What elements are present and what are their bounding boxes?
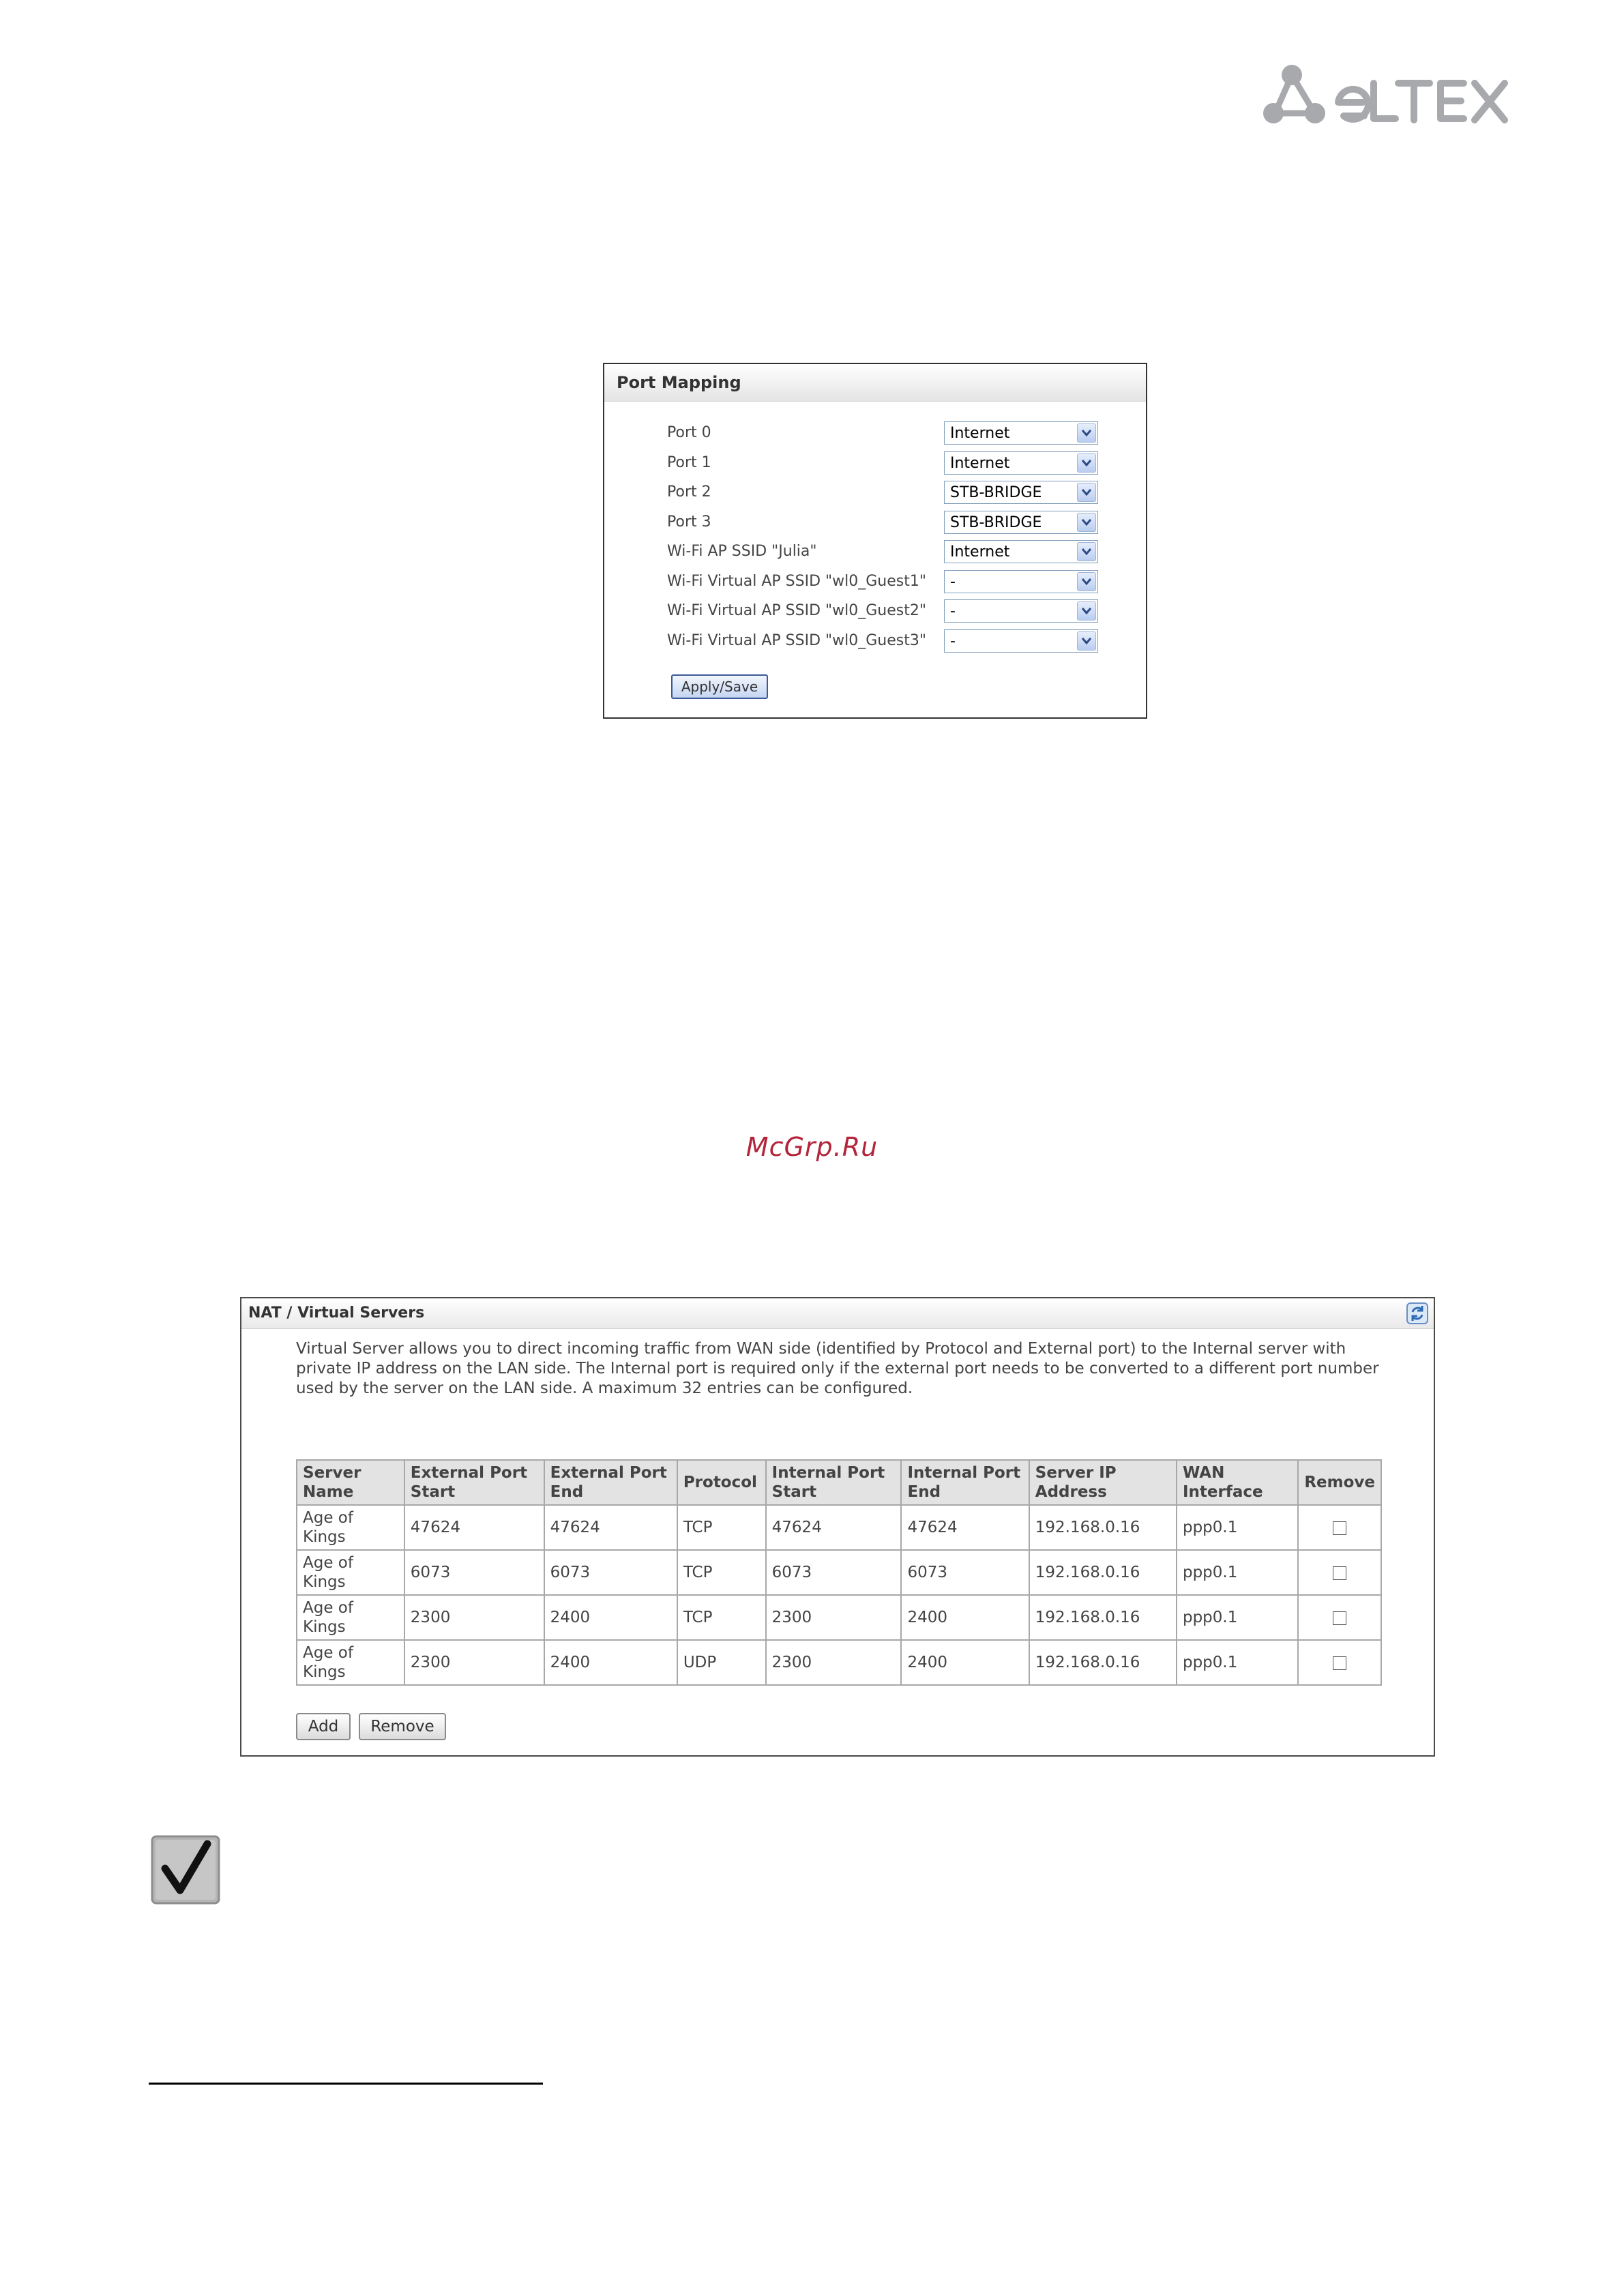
port-select[interactable] [944,511,1098,534]
remove-checkbox[interactable] [1333,1611,1346,1625]
select-value: - [950,603,956,620]
remove-cell [1298,1595,1381,1640]
port-label: Wi-Fi Virtual AP SSID "wl0_Guest2" [667,602,926,619]
wan-interface-cell: ppp0.1 [1177,1505,1298,1550]
port-label: Wi-Fi AP SSID "Julia" [667,543,817,560]
external-port-start-cell: 47624 [404,1505,544,1550]
port-mapping-row [667,450,1146,480]
wan-interface-cell: ppp0.1 [1177,1640,1298,1685]
port-select[interactable] [944,540,1098,563]
select-value: STB-BRIDGE [950,484,1042,501]
eltex-logo [1262,63,1514,125]
column-header: Protocol [677,1460,766,1505]
table-row [297,1595,1381,1640]
protocol-cell: UDP [677,1640,766,1685]
port-mapping-title: Port Mapping [604,364,1146,402]
select-value: STB-BRIDGE [950,513,1042,531]
column-header: Server IP Address [1029,1460,1177,1505]
column-header: WAN Interface [1177,1460,1298,1505]
external-port-start-cell: 2300 [404,1595,544,1640]
server-name-cell: Age of Kings [297,1505,404,1550]
port-select[interactable] [944,629,1098,653]
external-port-end-cell: 2400 [544,1640,677,1685]
column-header: External Port End [544,1460,677,1505]
select-value: - [950,632,956,650]
column-header: Internal Port Start [766,1460,902,1505]
remove-checkbox[interactable] [1333,1656,1346,1670]
port-label: Port 2 [667,483,711,501]
port-mapping-row [667,420,1146,450]
column-header: Server Name [297,1460,404,1505]
wan-interface-cell: ppp0.1 [1177,1550,1298,1595]
external-port-start-cell: 2300 [404,1640,544,1685]
watermark-text: McGrp.Ru [745,1132,879,1162]
port-select[interactable] [944,421,1098,445]
remove-cell [1298,1640,1381,1685]
protocol-cell: TCP [677,1505,766,1550]
port-mapping-row [667,479,1146,509]
column-header: External Port Start [404,1460,544,1505]
table-row [297,1550,1381,1595]
select-value: Internet [950,454,1010,472]
remove-cell [1298,1505,1381,1550]
chevron-down-icon[interactable] [1077,542,1096,561]
chevron-down-icon[interactable] [1077,483,1096,502]
column-header: Remove [1298,1460,1381,1505]
remove-checkbox[interactable] [1333,1521,1346,1535]
chevron-down-icon[interactable] [1077,453,1096,473]
chevron-down-icon[interactable] [1077,423,1096,443]
apply-save-button[interactable]: Apply/Save [671,674,768,699]
port-mapping-row [667,539,1146,569]
port-select[interactable] [944,599,1098,623]
internal-port-end-cell: 2400 [901,1640,1029,1685]
chevron-down-icon[interactable] [1077,601,1096,621]
port-select[interactable] [944,570,1098,593]
remove-button[interactable]: Remove [359,1713,446,1740]
server-ip-cell: 192.168.0.16 [1029,1505,1177,1550]
server-name-cell: Age of Kings [297,1595,404,1640]
port-mapping-row [667,628,1146,658]
protocol-cell: TCP [677,1550,766,1595]
internal-port-start-cell: 47624 [766,1505,902,1550]
port-label: Port 3 [667,513,711,531]
wan-interface-cell: ppp0.1 [1177,1595,1298,1640]
select-value: Internet [950,425,1010,442]
select-value: - [950,573,956,591]
table-row [297,1505,1381,1550]
select-value: Internet [950,543,1010,561]
port-select[interactable] [944,481,1098,504]
server-ip-cell: 192.168.0.16 [1029,1640,1177,1685]
internal-port-end-cell: 47624 [901,1505,1029,1550]
external-port-end-cell: 47624 [544,1505,677,1550]
virtual-servers-table [296,1459,1382,1686]
chevron-down-icon[interactable] [1077,513,1096,532]
server-ip-cell: 192.168.0.16 [1029,1550,1177,1595]
port-select[interactable] [944,451,1098,475]
checkmark-icon [150,1834,221,1905]
chevron-down-icon[interactable] [1077,572,1096,591]
table-row [297,1640,1381,1685]
refresh-icon[interactable] [1406,1302,1428,1324]
port-mapping-rows [667,420,1146,657]
external-port-start-cell: 6073 [404,1550,544,1595]
port-mapping-row [667,569,1146,599]
port-mapping-panel [603,363,1147,719]
virtual-servers-title: NAT / Virtual Servers [241,1298,1434,1329]
internal-port-start-cell: 6073 [766,1550,902,1595]
port-label: Port 0 [667,424,711,441]
virtual-servers-description: Virtual Server allows you to direct incoming traffic from WAN side (identified by Protocol and External port) to the Internal server with private IP address on the LAN side. The Internal port is required only if the external port needs to be converted to a different port number used by the server on the LAN side. A maximum 32 entries can be configured. [296,1340,1379,1397]
external-port-end-cell: 2400 [544,1595,677,1640]
port-label: Wi-Fi Virtual AP SSID "wl0_Guest3" [667,631,926,649]
server-name-cell: Age of Kings [297,1640,404,1685]
remove-checkbox[interactable] [1333,1566,1346,1580]
port-label: Wi-Fi Virtual AP SSID "wl0_Guest1" [667,572,926,590]
column-header: Internal Port End [901,1460,1029,1505]
internal-port-start-cell: 2300 [766,1595,902,1640]
internal-port-start-cell: 2300 [766,1640,902,1685]
server-ip-cell: 192.168.0.16 [1029,1595,1177,1640]
virtual-servers-panel [240,1297,1435,1757]
chevron-down-icon[interactable] [1077,631,1096,651]
server-name-cell: Age of Kings [297,1550,404,1595]
footnote-separator [149,2083,543,2085]
protocol-cell: TCP [677,1595,766,1640]
port-label: Port 1 [667,453,711,471]
add-button[interactable]: Add [296,1713,351,1740]
port-mapping-row [667,509,1146,539]
external-port-end-cell: 6073 [544,1550,677,1595]
internal-port-end-cell: 6073 [901,1550,1029,1595]
table-header-row [297,1460,1381,1505]
internal-port-end-cell: 2400 [901,1595,1029,1640]
remove-cell [1298,1550,1381,1595]
port-mapping-row [667,598,1146,628]
